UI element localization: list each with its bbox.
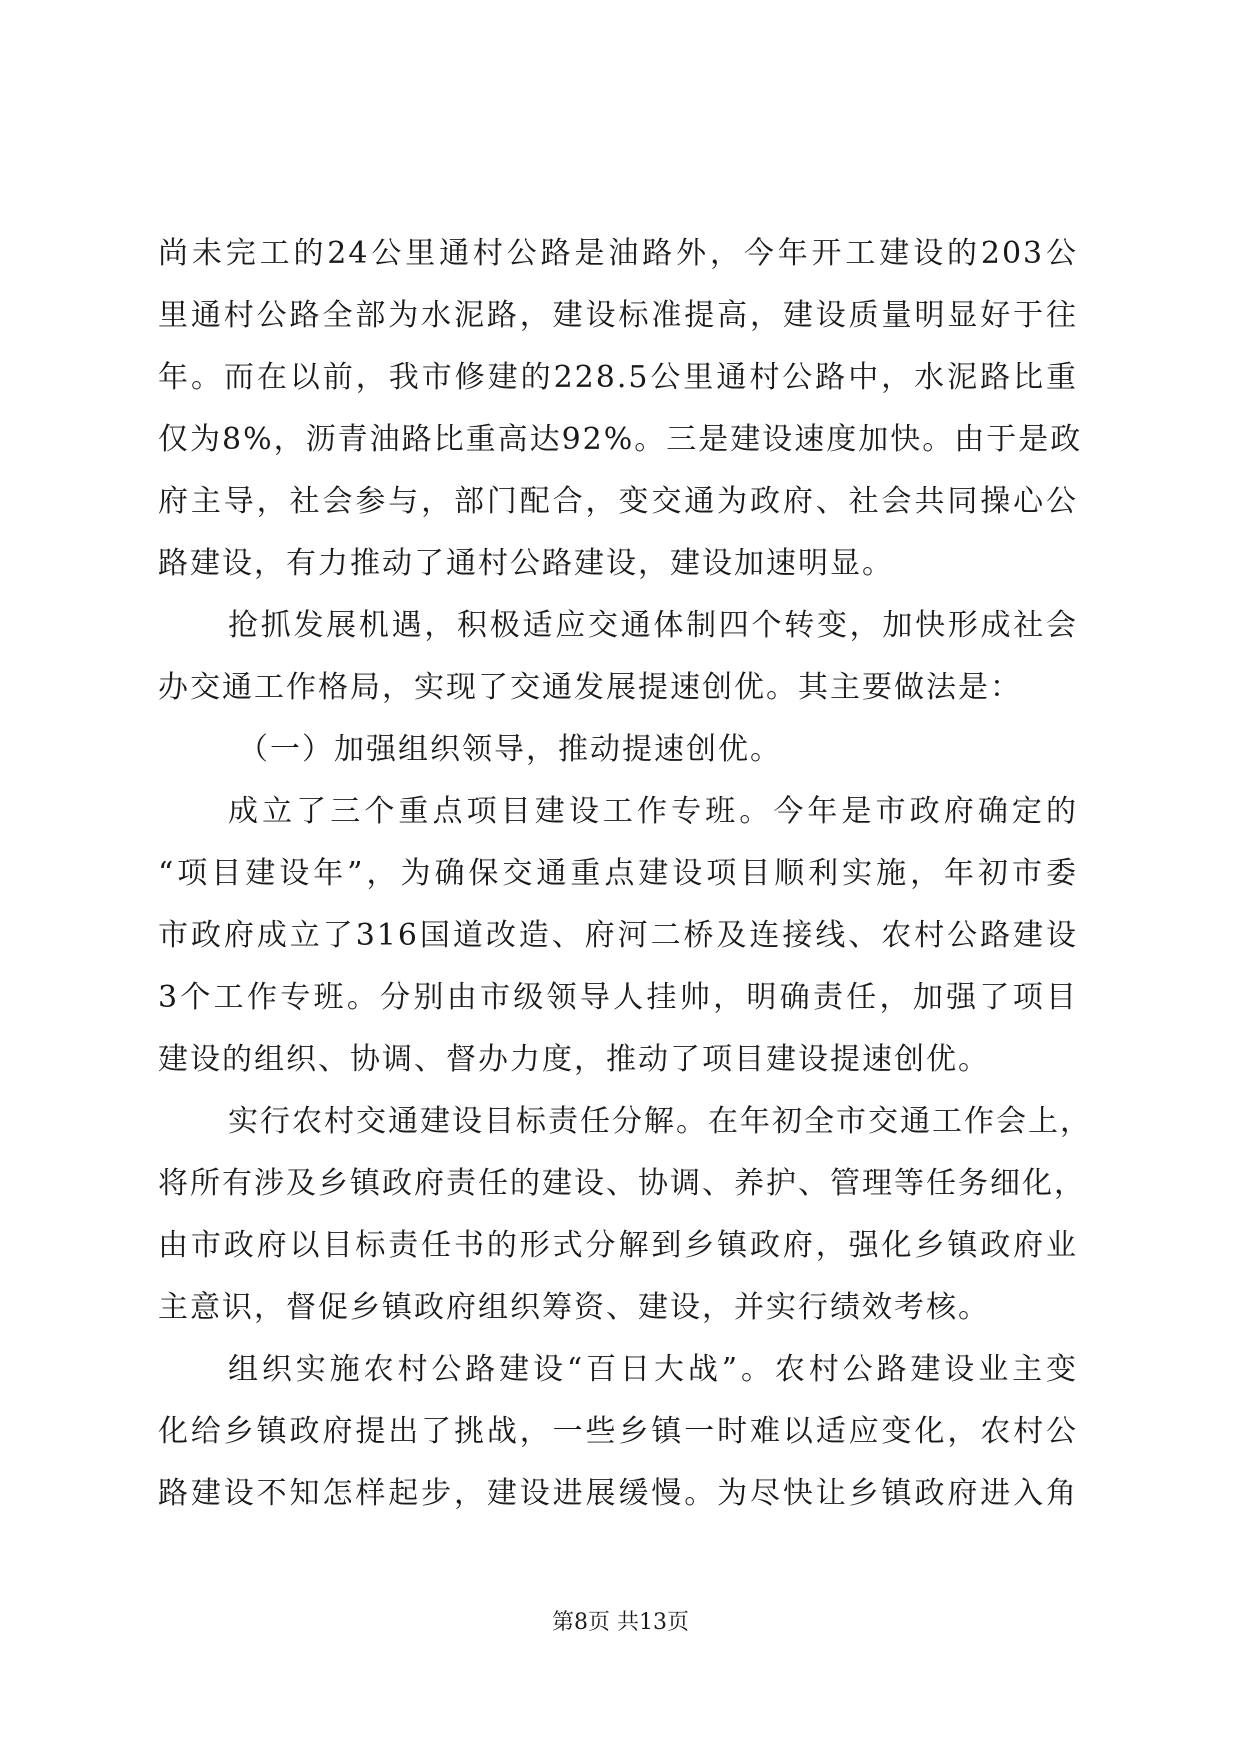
- text-line: （一）加强组织领导，推动提速创优。: [238, 732, 782, 767]
- text-line: 主意识，督促乡镇政府组织筹资、建设，并实行绩效考核。: [158, 1290, 990, 1325]
- text-line: 府主导，社会参与，部门配合，变交通为政府、社会共同操心公: [158, 484, 1078, 519]
- paragraph: [158, 595, 1078, 719]
- text-line: “项目建设年”，为确保交通重点建设项目顺利实施，年初市委: [158, 856, 1078, 891]
- text-line: 年。而在以前，我市修建的228.5公里通村公路中，水泥路比重: [158, 360, 1078, 395]
- text-line: 里通村公路全部为水泥路，建设标准提高，建设质量明显好于往: [158, 298, 1078, 333]
- text-line: 尚未完工的24公里通村公路是油路外，今年开工建设的203公: [158, 236, 1078, 271]
- text-line: 建设的组织、协调、督办力度，推动了项目建设提速创优。: [158, 1042, 990, 1077]
- page-footer: 第8页 共13页: [552, 1610, 689, 1635]
- text-line: 成立了三个重点项目建设工作专班。今年是市政府确定的: [228, 794, 1078, 829]
- text-line: 路建设，有力推动了通村公路建设，建设加速明显。: [158, 546, 894, 581]
- text-line: 实行农村交通建设目标责任分解。在年初全市交通工作会上，: [228, 1104, 1092, 1139]
- text-line: 组织实施农村公路建设“百日大战”。农村公路建设业主变: [228, 1352, 1078, 1387]
- text-line: 化给乡镇政府提出了挑战，一些乡镇一时难以适应变化，农村公: [158, 1414, 1078, 1449]
- paragraph: [158, 1339, 1078, 1525]
- body-text: [158, 223, 1092, 1525]
- paragraph: [158, 781, 1078, 1091]
- text-line: 3个工作专班。分别由市级领导人挂帅，明确责任，加强了项目: [158, 980, 1078, 1015]
- text-line: 办交通工作格局，实现了交通发展提速创优。其主要做法是：: [158, 670, 1022, 705]
- text-line: 由市政府以目标责任书的形式分解到乡镇政府，强化乡镇政府业: [158, 1228, 1078, 1263]
- section-heading: [158, 719, 1078, 781]
- text-line: 抢抓发展机遇，积极适应交通体制四个转变，加快形成社会: [228, 608, 1078, 643]
- text-line: 路建设不知怎样起步，建设进展缓慢。为尽快让乡镇政府进入角: [158, 1476, 1078, 1511]
- text-line: 市政府成立了316国道改造、府河二桥及连接线、农村公路建设: [158, 918, 1078, 953]
- paragraph: [158, 223, 1083, 595]
- paragraph: [158, 1091, 1092, 1339]
- text-line: 仅为8%，沥青油路比重高达92%。三是建设速度加快。由于是政: [158, 422, 1083, 457]
- text-line: 将所有涉及乡镇政府责任的建设、协调、养护、管理等任务细化，: [158, 1166, 1086, 1201]
